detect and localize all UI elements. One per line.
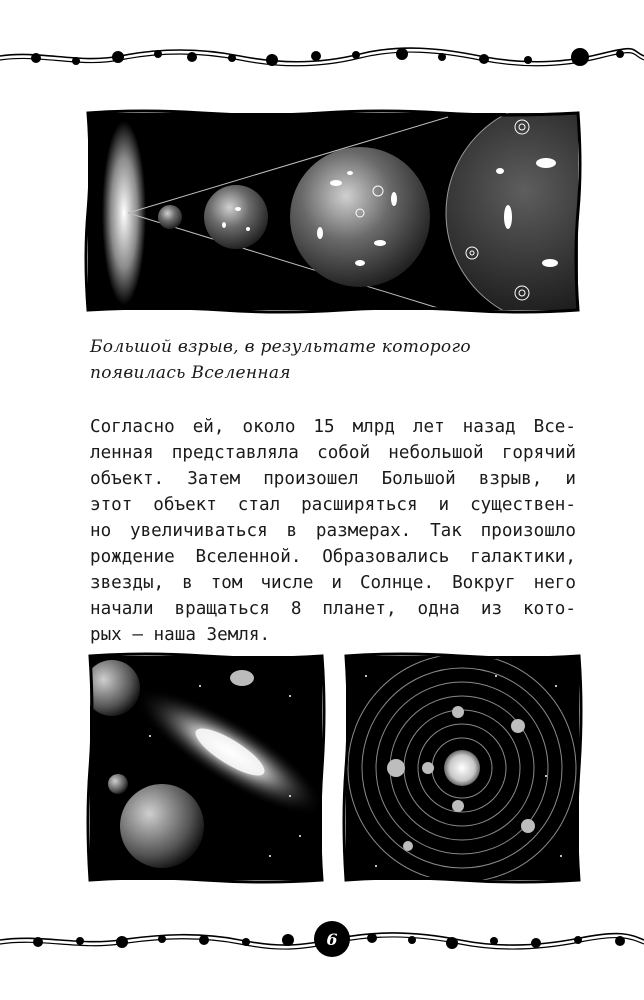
body-line: объект. Затем произошел Большой взрыв, и	[90, 469, 576, 489]
body-line: ленная представляла собой небольшой горячий	[90, 443, 576, 463]
galaxy-illustration	[90, 656, 322, 880]
body-line: этот объект стал расширяться и существен-	[90, 495, 576, 515]
body-paragraph	[90, 414, 576, 648]
big-bang-illustration	[88, 113, 578, 310]
body-line: звезды, в том числе и Солнце. Вокруг него	[90, 573, 576, 593]
caption-line-2: появилась Вселенная	[90, 363, 291, 383]
body-line: Согласно ей, около 15 млрд лет назад Все-	[90, 417, 576, 437]
figure-caption	[90, 334, 590, 386]
body-line: начали вращаться 8 планет, одна из кото-	[90, 599, 576, 619]
body-line: рых — наша Земля.	[90, 625, 271, 645]
caption-line-1: Большой взрыв, в результате которого	[90, 337, 471, 357]
body-line: но увеличиваться в размерах. Так произошло	[90, 521, 576, 541]
page-number: 6	[314, 921, 350, 957]
solar-system-illustration	[346, 656, 579, 880]
body-line: рождение Вселенной. Образовались галактики,	[90, 547, 576, 567]
top-decorative-border	[0, 30, 644, 80]
